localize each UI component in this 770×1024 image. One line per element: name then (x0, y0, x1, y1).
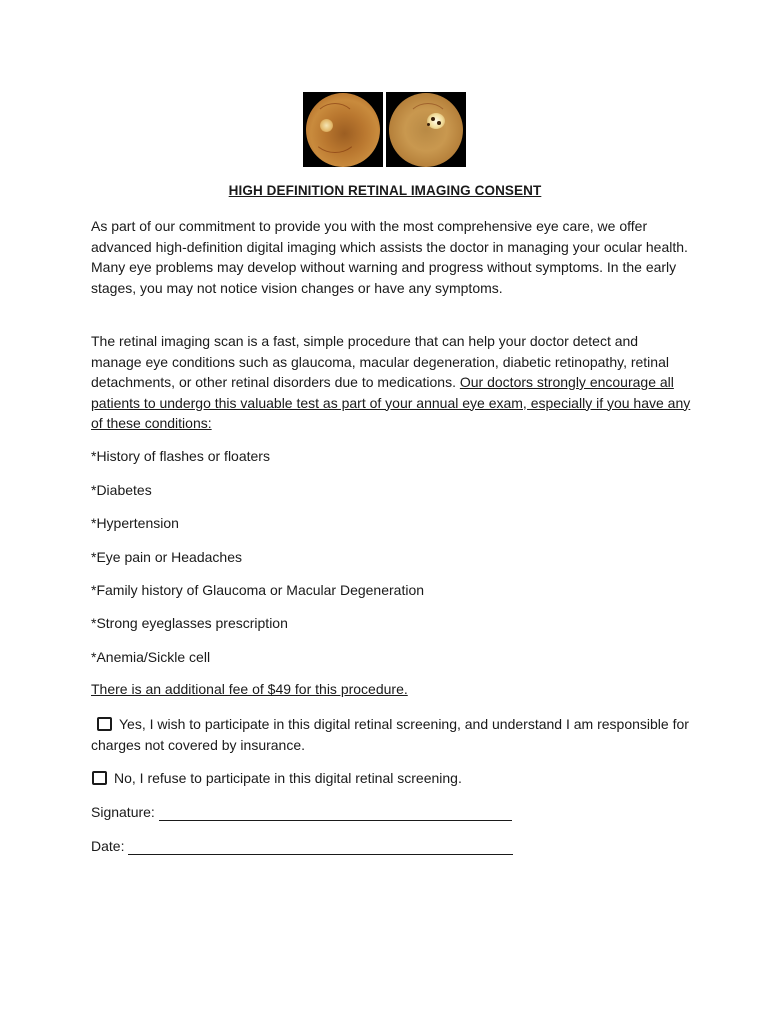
fundus-circle (389, 93, 463, 167)
fundus-circle (306, 93, 380, 167)
consent-yes-checkbox[interactable] (97, 717, 112, 731)
page-title: HIGH DEFINITION RETINAL IMAGING CONSENT (228, 183, 542, 198)
retinal-images (303, 92, 466, 167)
signature-label: Signature: (91, 804, 155, 820)
date-label: Date: (91, 838, 125, 854)
date-line[interactable] (128, 840, 513, 855)
signature-field (91, 803, 512, 821)
condition-item: *Anemia/Sickle cell (91, 649, 211, 665)
recommendation-text: Our doctors strongly encourage all patients to undergo this valuable test as part of your annual eye exam, especially if you have any of these conditions: (91, 374, 691, 431)
retinal-image-healthy (303, 92, 383, 167)
retinal-vessel (407, 103, 449, 139)
consent-no-option (91, 768, 691, 789)
consent-yes-label: Yes, I wish to participate in this digital retinal screening, and understand I am responsible for charges not covered by insurance. (91, 716, 689, 753)
signature-line[interactable] (159, 806, 512, 821)
condition-item: *Strong eyeglasses prescription (91, 615, 288, 631)
retinal-vessel (312, 117, 358, 153)
consent-no-checkbox[interactable] (92, 771, 107, 785)
fee-notice: There is an additional fee of $49 for this procedure. (91, 681, 408, 697)
retinal-image-diseased (386, 92, 466, 167)
intro-paragraph: As part of our commitment to provide you with the most comprehensive eye care, we offer advanced high-definition digital imaging which assists the doctor in managing your ocular health. Many eye problems may develop without warning and progress without symptoms. In the early stages, you may not notice vision changes or have any symptoms. (91, 218, 688, 296)
condition-item: *Hypertension (91, 515, 179, 531)
condition-item: *Diabetes (91, 482, 152, 498)
procedure-text: The retinal imaging scan is a fast, simple procedure that can help your doctor detect and manage eye conditions such as glaucoma, macular degeneration, diabetic retinopathy, retinal detachments, or other retinal disorders due to medications. (91, 333, 669, 390)
consent-yes-option (91, 714, 691, 755)
procedure-paragraph (91, 331, 691, 434)
condition-item: *Eye pain or Headaches (91, 549, 242, 565)
condition-item: *Family history of Glaucoma or Macular Degeneration (91, 582, 425, 598)
condition-item: *History of flashes or floaters (91, 448, 270, 464)
date-field (91, 837, 513, 855)
consent-no-label: No, I refuse to participate in this digital retinal screening. (114, 770, 462, 786)
